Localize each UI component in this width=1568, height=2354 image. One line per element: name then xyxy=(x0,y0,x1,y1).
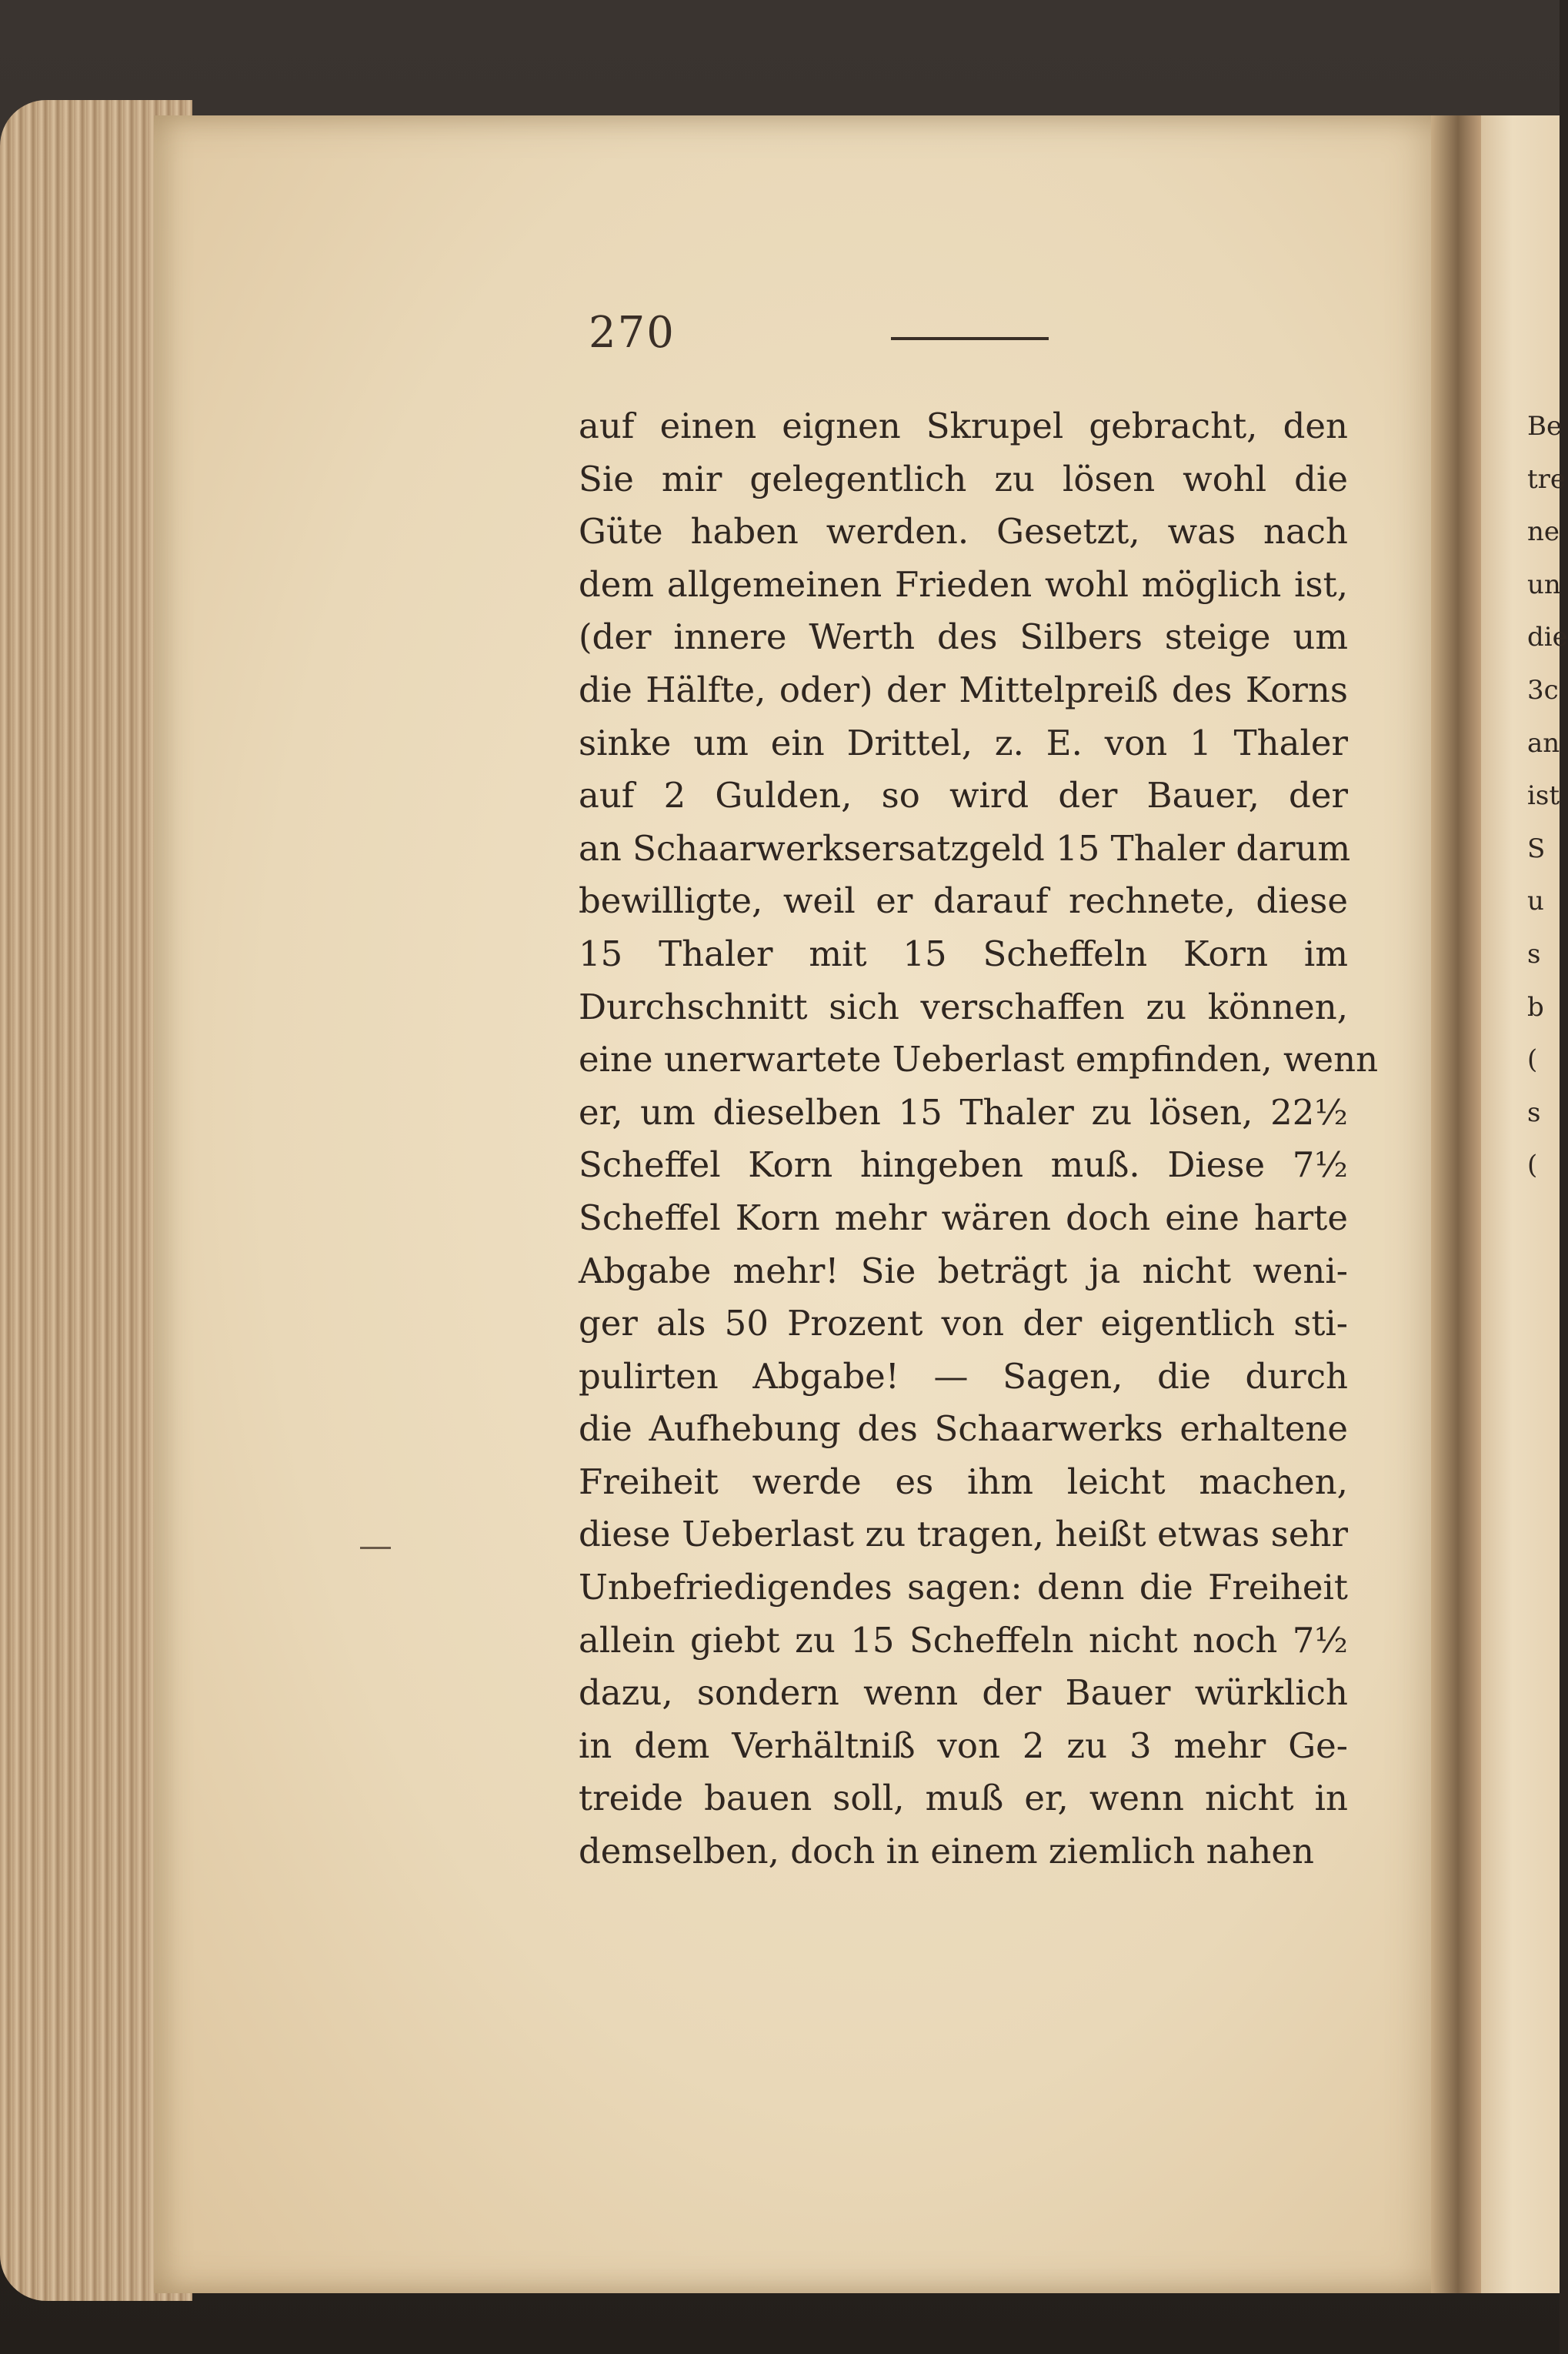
text-line: eine unerwartete Ueberlast empfinden, wenn xyxy=(579,1039,1379,1080)
fragment: u xyxy=(1527,886,1544,917)
fragment: s xyxy=(1527,938,1541,970)
text-line: dazu, sondern wenn der Bauer würklich xyxy=(579,1672,1348,1714)
fragment: ne xyxy=(1527,516,1560,548)
text-line: Scheffel Korn mehr wären doch eine harte xyxy=(579,1197,1348,1238)
body-text xyxy=(579,400,1379,1878)
text-line: ger als 50 Prozent von der eigentlich sti- xyxy=(579,1303,1348,1344)
fragment: 3c xyxy=(1527,674,1559,706)
text-line: sinke um ein Drittel, z. E. von 1 Thaler xyxy=(579,722,1348,763)
text-line: in dem Verhältniß von 2 zu 3 mehr Ge- xyxy=(579,1725,1348,1766)
text-line: an Schaarwerksersatzgeld 15 Thaler darum xyxy=(579,827,1351,869)
text-line: dem allgemeinen Frieden wohl möglich ist, xyxy=(579,563,1348,605)
text-line: auf 2 Gulden, so wird der Bauer, der xyxy=(579,775,1348,816)
book-gutter xyxy=(1431,115,1485,2293)
text-line: bewilligte, weil er darauf rechnete, diese xyxy=(579,880,1348,922)
text-line: diese Ueberlast zu tragen, heißt etwas sehr xyxy=(579,1514,1348,1555)
text-line: allein giebt zu 15 Scheffeln nicht noch 7½ xyxy=(579,1619,1348,1661)
text-line: Güte haben werden. Gesetzt, was nach xyxy=(579,511,1348,553)
text-line: (der innere Werth des Silbers steige um xyxy=(579,616,1348,658)
fragment: tre xyxy=(1527,463,1566,495)
text-line: treide bauen soll, muß er, wenn nicht in xyxy=(579,1778,1348,1819)
text-line: er, um dieselben 15 Thaler zu lösen, 22½ xyxy=(579,1091,1348,1133)
text-line: auf einen eignen Skrupel gebracht, den xyxy=(579,406,1348,446)
text-line: die Aufhebung des Schaarwerks erhaltene xyxy=(579,1408,1348,1450)
header-rule xyxy=(891,337,1049,340)
fragment: ( xyxy=(1527,1044,1538,1076)
text-line: Abgabe mehr! Sie beträgt ja nicht weni- xyxy=(579,1250,1348,1291)
text-line: Scheffel Korn hingeben muß. Diese 7½ xyxy=(579,1144,1348,1186)
facing-page-fragments xyxy=(1527,400,1568,1192)
fragment: un xyxy=(1527,569,1561,600)
text-line: die Hälfte, oder) der Mittelpreiß des Korns xyxy=(579,669,1348,710)
text-line: Freiheit werde es ihm leicht machen, xyxy=(579,1461,1348,1502)
fragment: an xyxy=(1527,727,1560,759)
text-line: 15 Thaler mit 15 Scheffeln Korn im xyxy=(579,933,1348,974)
fragment: die xyxy=(1527,622,1568,653)
text-line: Durchschnitt sich verschaffen zu können, xyxy=(579,986,1348,1027)
text-line: demselben, doch in einem ziemlich nahen xyxy=(579,1831,1315,1872)
page-number: 270 xyxy=(589,308,676,358)
fragment: Be xyxy=(1527,411,1563,442)
fragment: ist xyxy=(1527,780,1560,812)
fragment: ( xyxy=(1527,1150,1538,1181)
margin-mark xyxy=(360,1547,391,1549)
text-line: pulirten Abgabe! — Sagen, die durch xyxy=(579,1355,1348,1397)
fragment: b xyxy=(1527,991,1544,1023)
text-line: Unbefriedigendes sagen: denn die Freiheit xyxy=(579,1567,1348,1608)
fragment: s xyxy=(1527,1097,1541,1128)
text-line: Sie mir gelegentlich zu lösen wohl die xyxy=(579,458,1348,499)
fragment: S xyxy=(1527,833,1546,864)
